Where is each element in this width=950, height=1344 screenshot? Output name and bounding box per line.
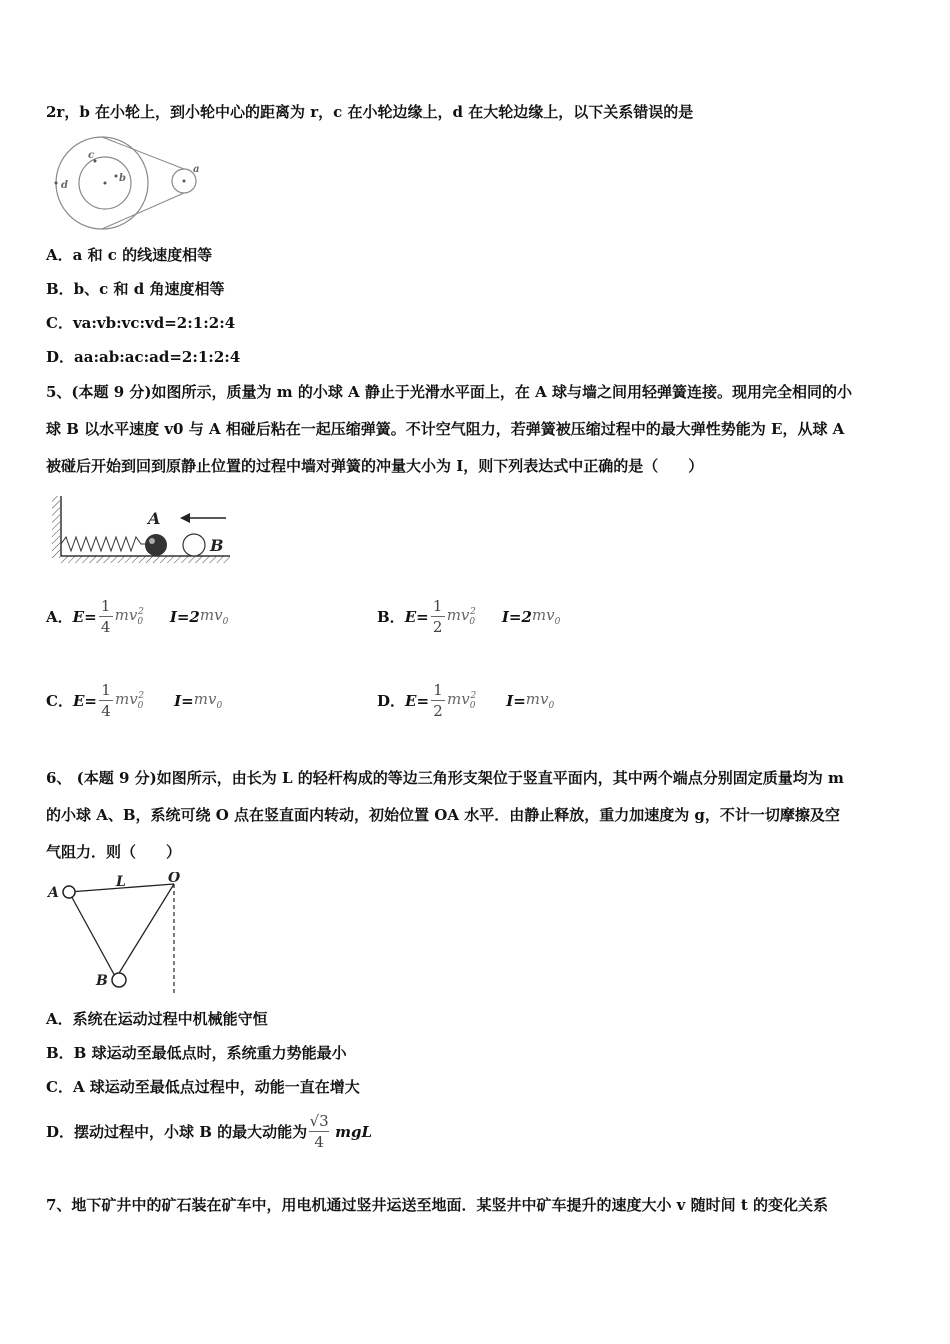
- label-a: a: [193, 164, 200, 175]
- rod-ob: [116, 884, 174, 978]
- ball-b-circle: [112, 973, 126, 987]
- q5-option-b: B． E= $\frac{1}{2}$ $mv_0^2$ I=2 $mv_0$: [377, 597, 561, 636]
- q5-stem-line-3: 被碰后开始到回到原静止位置的过程中墙对弹簧的冲量大小为 I，则下列表达式中正确的是（ ）: [46, 457, 704, 475]
- q5-option-c: C． E= $\frac{1}{4}$ $mv_0^2$ I= $mv_0$: [46, 681, 223, 720]
- label-ball-a: A: [148, 509, 161, 528]
- q6-stem-line-3: 气阻力．则（ ）: [46, 843, 182, 861]
- q6-option-c: C．A 球运动至最低点过程中，动能一直在增大: [46, 1078, 360, 1096]
- spring: [61, 537, 146, 551]
- label-ball-b: B: [210, 536, 224, 555]
- label-tri-l: L: [116, 874, 126, 890]
- q6-stem-line-2: 的小球 A、B，系统可绕 O 点在竖直面内转动，初始位置 OA 水平．由静止释放，重力加速度为 g，不计一切摩擦及空: [46, 806, 840, 824]
- spring-figure: [52, 494, 232, 566]
- q7-stem: 7、地下矿井中的矿石装在矿车中，用电机通过竖井运送至地面．某竖井中矿车提升的速度大小 v 随时间 t 的变化关系: [46, 1196, 828, 1214]
- q4-stem: 2r，b 在小轮上，到小轮中心的距离为 r，c 在小轮边缘上，d 在大轮边缘上，以下关系错误的是: [46, 103, 694, 121]
- pulley-figure: [50, 134, 210, 234]
- triangle-figure: [44, 872, 194, 997]
- label-tri-a: A: [48, 885, 59, 901]
- q6-option-b: B．B 球运动至最低点时，系统重力势能最小: [46, 1044, 347, 1062]
- label-b: b: [119, 173, 126, 184]
- label-tri-b: B: [96, 973, 108, 989]
- label-c: c: [88, 150, 95, 161]
- q6-option-a: A．系统在运动过程中机械能守恒: [46, 1010, 268, 1028]
- label-d: d: [61, 180, 68, 191]
- rod-ab: [69, 892, 116, 978]
- q5-stem-line-2: 球 B 以水平速度 v0 与 A 相碰后粘在一起压缩弹簧。不计空气阻力，若弹簧被压缩过程中的最大弹性势能为 E，从球 A: [46, 420, 845, 438]
- q6-option-d: D．摆动过程中，小球 B 的最大动能为 $\frac{√3}{4}$ mgL: [46, 1112, 373, 1151]
- belt-bottom: [102, 193, 184, 229]
- q5-option-a: A． E= $\frac{1}{4}$ $mv_0^2$ I=2 $mv_0$: [46, 597, 229, 636]
- q4-option-c: C．va:vb:vc:vd=2:1:2:4: [46, 314, 236, 332]
- ball-a: [145, 534, 167, 556]
- q6-stem-line-1: 6、 (本题 9 分)如图所示，由长为 L 的轻杆构成的等边三角形支架位于竖直平面内，其中两个端点分别固定质量均为 m: [46, 769, 844, 787]
- belt-top: [102, 137, 184, 169]
- q4-option-a: A．a 和 c 的线速度相等: [46, 246, 213, 264]
- ball-b: [183, 534, 205, 556]
- q4-option-d: D．aa:ab:ac:ad=2:1:2:4: [46, 348, 241, 366]
- ball-a-circle: [63, 886, 75, 898]
- q5-option-d: D． E= $\frac{1}{2}$ $mv_0^2$ I= $mv_0$: [377, 681, 555, 720]
- label-tri-o: O: [168, 872, 181, 886]
- q4-option-b: B．b、c 和 d 角速度相等: [46, 280, 225, 298]
- q5-stem-line-1: 5、(本题 9 分)如图所示，质量为 m 的小球 A 静止于光滑水平面上，在 A 球与墙之间用轻弹簧连接。现用完全相同的小: [46, 383, 852, 401]
